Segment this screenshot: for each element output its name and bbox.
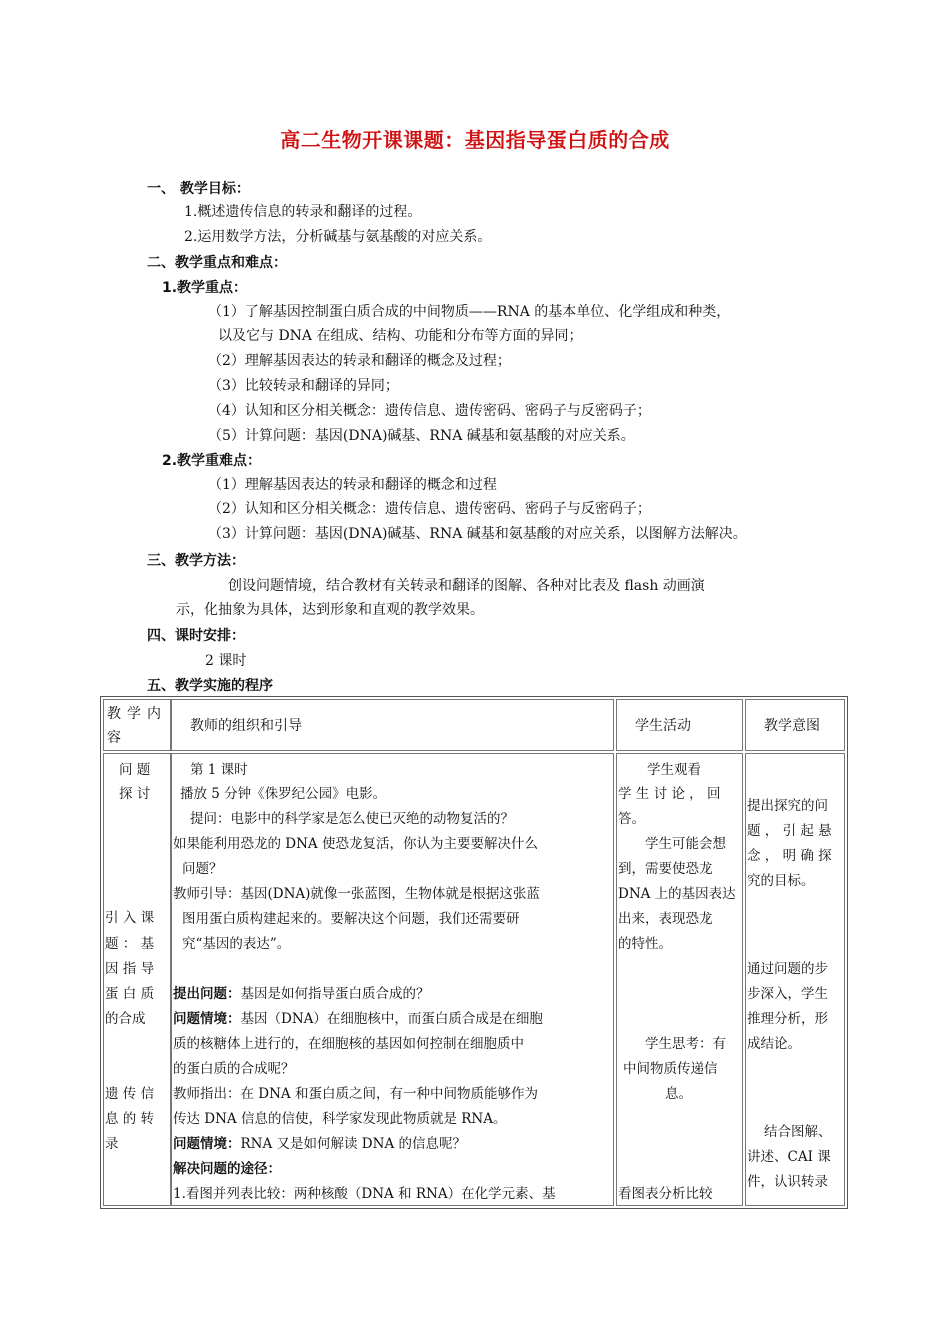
content-text: 因 指 导	[105, 961, 155, 977]
content-text: 蛋 白 质	[105, 986, 155, 1002]
teacher-line: 第 1 课时	[190, 762, 248, 778]
key-point-item: 以及它与 DNA 在组成、结构、功能和分布等方面的异同；	[218, 328, 583, 344]
key-point-item: （5）计算问题：基因(DNA)碱基、RNA 碱基和氨基酸的对应关系。	[208, 428, 635, 444]
intent-line: 究的目标。	[747, 873, 815, 889]
teacher-line: 的蛋白质的合成呢？	[173, 1061, 295, 1077]
teacher-line: 教师指出：在 DNA 和蛋白质之间，有一种中间物质能够作为	[173, 1086, 538, 1102]
section-heading-goals: 一、 教学目标：	[147, 181, 250, 197]
teacher-line: 究“基因的表达”。	[182, 936, 291, 952]
student-line: 中间物质传递信	[623, 1061, 718, 1077]
intent-cell	[745, 753, 845, 1206]
student-line: 学生思考：有	[645, 1036, 726, 1052]
intent-line: 推理分析，形	[747, 1011, 828, 1027]
teacher-line: 传达 DNA 信息的信使，科学家发现此物质就是 RNA。	[173, 1111, 507, 1127]
key-point-item: （1）了解基因控制蛋白质合成的中间物质——RNA 的基本单位、化学组成和种类，	[208, 304, 731, 320]
teacher-line: 1.看图并列表比较：两种核酸（DNA 和 RNA）在化学元素、基	[173, 1186, 556, 1202]
teacher-line-text: 基因是如何指导蛋白质合成的？	[240, 986, 430, 1002]
header-content-label: 教学内容	[107, 706, 167, 746]
student-line: 到，需要使恐龙	[618, 861, 713, 877]
student-line: 学生可能会想	[645, 836, 726, 852]
student-line: 学 生 讨 论 ， 回	[618, 786, 721, 802]
content-text: 问 题	[119, 762, 151, 778]
goal-item: 2.运用数学方法，分析碱基与氨基酸的对应关系。	[184, 229, 492, 245]
intent-line: 结合图解、	[764, 1124, 832, 1140]
method-text: 创设问题情境，结合教材有关转录和翻译的图解、各种对比表及 flash 动画演	[228, 578, 705, 594]
intent-line: 件，认识转录	[747, 1174, 828, 1190]
student-line: 出来，表现恐龙	[618, 911, 713, 927]
page-title: 高二生物开课课题：基因指导蛋白质的合成	[280, 128, 670, 152]
teacher-line	[173, 1132, 466, 1156]
student-cell	[616, 753, 743, 1206]
teacher-line: 如果能利用恐龙的 DNA 使恐龙复活，你认为主要要解决什么	[173, 836, 538, 852]
content-text: 录	[105, 1136, 119, 1152]
teacher-line-text: RNA 又是如何解读 DNA 的信息呢？	[240, 1136, 466, 1152]
section-heading-method: 三、教学方法：	[147, 553, 245, 569]
key-point-item: （2）理解基因表达的转录和翻译的概念及过程；	[208, 353, 511, 369]
teacher-bold-lead: 问题情境：	[173, 1136, 241, 1152]
student-line: 答。	[618, 811, 645, 827]
key-point-item: （4）认知和区分相关概念：遗传信息、遗传密码、密码子与反密码子；	[208, 403, 651, 419]
teacher-line-text: 基因（DNA）在细胞核中，而蛋白质合成是在细胞	[240, 1011, 543, 1027]
section-heading-schedule: 四、课时安排：	[147, 628, 245, 644]
teacher-line: 解决问题的途径：	[173, 1161, 281, 1177]
subheading-key-points: 1.教学重点：	[162, 280, 248, 296]
intent-line: 通过问题的步	[747, 961, 828, 977]
schedule-value: 2 课时	[205, 653, 247, 669]
content-text: 引 入 课	[105, 910, 155, 926]
difficulty-item: （2）认知和区分相关概念：遗传信息、遗传密码、密码子与反密码子；	[208, 501, 651, 517]
content-text: 探 讨	[119, 786, 151, 802]
teacher-line: 质的核糖体上进行的，在细胞核的基因如何控制在细胞质中	[173, 1036, 524, 1052]
teacher-line	[173, 982, 430, 1006]
intent-line: 成结论。	[747, 1036, 801, 1052]
header-cell-intent	[745, 699, 845, 751]
student-line: 的特性。	[618, 936, 672, 952]
teacher-line: 提问：电影中的科学家是怎么使已灭绝的动物复活的？	[190, 811, 514, 827]
student-line: 息。	[665, 1086, 692, 1102]
intent-line: 念 ， 明 确 探	[747, 848, 832, 864]
teacher-bold-lead: 问题情境：	[173, 1011, 241, 1027]
teacher-line: 图用蛋白质构建起来的。要解决这个问题，我们还需要研	[182, 911, 520, 927]
header-cell-student	[616, 699, 743, 751]
content-text: 题 ： 基	[105, 936, 155, 952]
header-student-label: 学生活动	[635, 718, 691, 734]
header-teacher-label: 教师的组织和引导	[190, 718, 302, 734]
teacher-line	[173, 1007, 543, 1031]
subheading-difficulties: 2.教学重难点：	[162, 453, 262, 469]
student-line: 看图表分析比较	[618, 1186, 713, 1202]
content-text: 遗 传 信	[105, 1086, 155, 1102]
intent-line: 提出探究的问	[747, 798, 828, 814]
difficulty-item: （1）理解基因表达的转录和翻译的概念和过程	[208, 477, 497, 493]
content-cell	[103, 753, 171, 1206]
goal-item: 1.概述遗传信息的转录和翻译的过程。	[184, 204, 422, 220]
teacher-line: 问题？	[182, 861, 223, 877]
content-text: 息 的 转	[105, 1111, 155, 1127]
teacher-cell	[171, 753, 614, 1206]
content-text: 的合成	[105, 1011, 146, 1027]
teacher-bold-lead: 提出问题：	[173, 986, 241, 1002]
key-point-item: （3）比较转录和翻译的异同；	[208, 378, 399, 394]
teacher-line: 教师引导：基因(DNA)就像一张蓝图，生物体就是根据这张蓝	[173, 886, 540, 902]
section-heading-procedure: 五、教学实施的程序	[147, 678, 273, 694]
intent-line: 讲述、CAI 课	[747, 1149, 831, 1165]
method-text: 示，化抽象为具体，达到形象和直观的教学效果。	[176, 602, 484, 618]
header-cell-teacher	[171, 699, 614, 751]
difficulty-item: （3）计算问题：基因(DNA)碱基、RNA 碱基和氨基酸的对应关系，以图解方法解决。	[208, 526, 747, 542]
student-line: 学生观看	[647, 762, 701, 778]
teacher-line: 播放 5 分钟《侏罗纪公园》电影。	[180, 786, 387, 802]
header-cell-content	[103, 699, 171, 751]
student-line: DNA 上的基因表达	[618, 886, 736, 902]
intent-line: 题 ， 引 起 悬	[747, 823, 832, 839]
intent-line: 步深入，学生	[747, 986, 828, 1002]
section-heading-key-points: 二、教学重点和难点：	[147, 255, 287, 271]
header-intent-label: 教学意图	[764, 718, 820, 734]
